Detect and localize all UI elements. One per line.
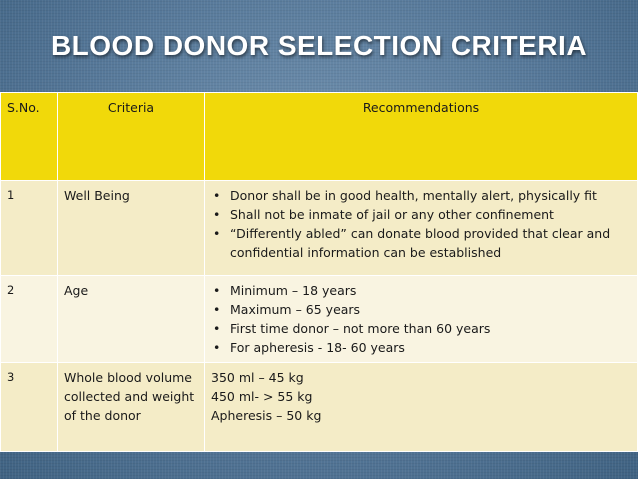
- recommendation-list: [211, 186, 631, 262]
- slide-title: BLOOD DONOR SELECTION CRITERIA: [50, 30, 588, 61]
- table-row: [1, 363, 638, 452]
- header-criteria: Criteria: [58, 93, 205, 181]
- recommendation-item: • “Differently abled” can donate blood provided that clear and confidential information can be established: [211, 224, 631, 262]
- row-criteria: Age: [58, 276, 205, 363]
- recommendation-item: • Donor shall be in good health, mentally alert, physically fit: [211, 186, 631, 205]
- row-recommendations: [205, 363, 638, 452]
- criteria-table: [0, 92, 638, 452]
- row-recommendations: [205, 276, 638, 363]
- row-sno: 1: [1, 181, 58, 276]
- recommendation-item: • Minimum – 18 years: [211, 281, 631, 300]
- header-sno: S.No.: [1, 93, 58, 181]
- row-sno: 3: [1, 363, 58, 452]
- recommendation-item: • Maximum – 65 years: [211, 300, 631, 319]
- table-row: [1, 181, 638, 276]
- recommendation-item: • For apheresis - 18- 60 years: [211, 338, 631, 357]
- table-row: [1, 276, 638, 363]
- header-recommendations: Recommendations: [205, 93, 638, 181]
- recommendation-list: [211, 281, 631, 357]
- row-sno: 2: [1, 276, 58, 363]
- recommendation-item: • Shall not be inmate of jail or any other confinement: [211, 205, 631, 224]
- row-criteria: Whole blood volume collected and weight of the donor: [58, 363, 205, 452]
- recommendation-line: 350 ml – 45 kg: [211, 370, 304, 385]
- table-header-row: [1, 93, 638, 181]
- recommendation-line: Apheresis – 50 kg: [211, 408, 322, 423]
- recommendation-item: • First time donor – not more than 60 years: [211, 319, 631, 338]
- row-recommendations: [205, 181, 638, 276]
- row-criteria: Well Being: [58, 181, 205, 276]
- recommendation-line: 450 ml- > 55 kg: [211, 389, 313, 404]
